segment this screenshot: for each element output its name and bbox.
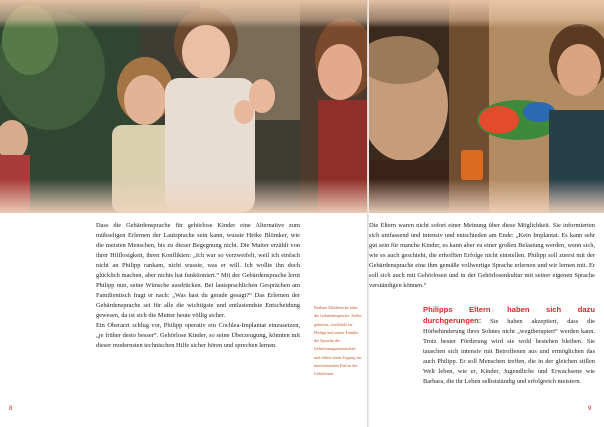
page-number-right: 9 xyxy=(588,406,592,412)
right-body-column xyxy=(369,221,595,291)
left-paragraph-1: Dass die Gebärdensprache für gehörlose Kinder eine Alternative zum mühseligen Erlernen der Lautsprache sein kann, wusste Heike Blömker, wie die meisten Menschen, bis zu dieser Begegnung nicht. Die Mutter erzählt von ihrer Hilflosigkeit, ihren Konflikten: „Ich war so verzweifelt, weil ich einfach nicht an Philipp rankam, nicht wusste, was er will. Ich wollte ihn doch glücklich machen, aber nichts hat funktioniert.“ Mit der Gebärdensprache lernt Philipp nun, seine Wünsche ausdrücken. Bei lautsprachlichen Gesprächen am Familientisch fragt er nach: „Was hast du gerade gesagt?“ Das Erlernen der Gebärdensprache sei für alle die wichtigste und entlastendste Entscheidung gewesen, da ist sich die Mutter heute völlig sicher. xyxy=(96,222,300,319)
right-body-column-continued xyxy=(423,305,595,387)
photo-bottom-fade-right xyxy=(369,179,604,213)
photo-bottom-fade xyxy=(0,179,367,213)
left-paragraph-2: Ein Oberarzt schlug vor, Philipp operativ ein Cochlea-Implantat einzusetzen, „je früher desto besser“. Gehörlose Kinder, so seine Überzeugung, könnten mit dieser modernsten technischen Hilfe sicher hören und sprechen lernen. xyxy=(96,322,300,349)
photo-children-signing xyxy=(0,0,367,213)
photo-boy-with-toy xyxy=(369,0,604,213)
photo-caption: Barbara Moldenecke lehrt die Gebärdensprache. Selbst gehörlos, erschließt sie Philipp und seiner Familie die Sprache der Gehörlosengemeinschaft und öffnet einen Zugang zur internationalen Kultur der Gehörlosen. xyxy=(314,305,362,377)
right-paragraph-1: Die Eltern waren nicht sofort einer Meinung über diese Möglichkeit. Sie informierten sich umfassend und intensiv und entschieden am Ende: „Kein Implantat. Es kann sehr gut sein für manche Kinder, es kann aber zu einer großen Belastung werden, wenn sich, wie es auch geschieht, die erhofften Erfolge nicht einstellen. Philipp soll zuerst mit der Gebärdensprache eine ihm gemäße vollwertige Sprache erlernen und wir lernen mit. Er soll sich auch mit Gehörlosen und in der Gehörlosenkultur mit seiner eigenen Sprache verständigen können.“ xyxy=(369,222,595,289)
right-paragraph-2: Sie haben akzeptiert, dass die Hörbehinderung ihres Sohnes nicht „wegtherapiert“ werden kann. Trotz bester Förderung wird sie wohl bestehen bleiben. Sie tauschen sich intensiv mit Betroffenen aus und ermöglichen das auch Philipp. Er soll Menschen treffen, die in der gleichen stillen Welt leben, wie er, Kinder, Jugendliche und Erwachsene wie Barbara, die ihr Leben selbstständig und erfolgreich meistern. xyxy=(423,318,595,385)
photo-top-fade-right xyxy=(369,0,604,28)
left-body-column xyxy=(96,221,300,351)
photo-top-fade xyxy=(0,0,367,28)
page-number-left: 8 xyxy=(9,406,13,412)
pull-quote: Philipps Eltern haben sich dazu durchgerungen: xyxy=(423,305,595,325)
spine-gutter xyxy=(367,0,369,427)
right-paragraph-2-wrap xyxy=(423,305,595,387)
